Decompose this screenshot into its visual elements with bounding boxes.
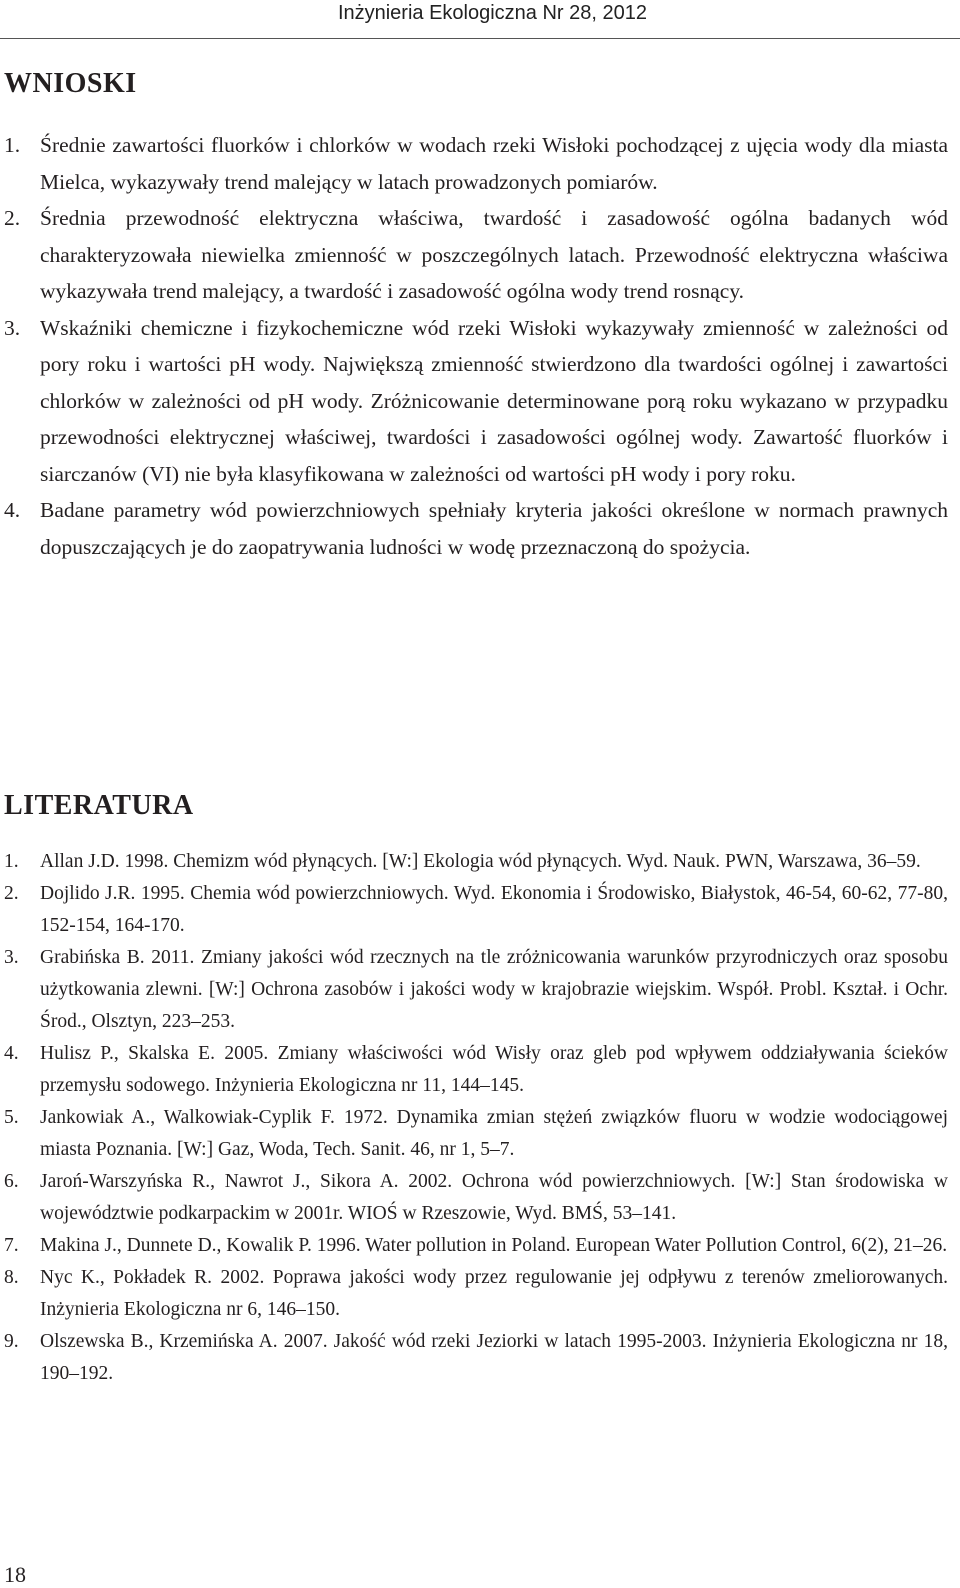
reference-item — [4, 1038, 948, 1102]
item-number: 3. — [4, 947, 19, 968]
item-text: Średnie zawartości fluorków i chlorków w wodach rzeki Wisłoki pochodzącej z ujęcia wody dla miasta Mielca, wykazywały trend malejący w latach prowadzonych pomiarów. — [40, 133, 948, 194]
conclusion-item — [4, 310, 948, 493]
item-number: 4. — [4, 1043, 19, 1064]
journal-title: Inżynieria Ekologiczna Nr 28, 2012 — [337, 2, 647, 24]
item-number: 2. — [4, 206, 21, 230]
reference-item — [4, 846, 948, 878]
item-text: Hulisz P., Skalska E. 2005. Zmiany właściwości wód Wisły oraz gleb pod wpływem oddziaływania ścieków przemysłu sodowego. Inżynieria Ekologiczna nr 11, 144–145. — [40, 1043, 948, 1096]
reference-item — [4, 878, 948, 942]
running-header — [0, 0, 960, 39]
item-text: Jankowiak A., Walkowiak-Cyplik F. 1972. Dynamika zmian stężeń związków fluoru w wodzie wodociągowej miasta Poznania. [W:] Gaz, Woda, Tech. Sanit. 46, nr 1, 5–7. — [40, 1107, 948, 1160]
item-number: 7. — [4, 1235, 19, 1256]
item-text: Olszewska B., Krzemińska A. 2007. Jakość wód rzeki Jeziorki w latach 1995-2003. Inżynieria Ekologiczna nr 18, 190–192. — [40, 1331, 948, 1384]
reference-item — [4, 942, 948, 1038]
item-text: Dojlido J.R. 1995. Chemia wód powierzchniowych. Wyd. Ekonomia i Środowisko, Białystok, 46-54, 60-62, 77-80, 152-154, 164-170. — [40, 883, 948, 936]
conclusion-item — [4, 127, 948, 200]
item-text: Grabińska B. 2011. Zmiany jakości wód rzecznych na tle zróżnicowania warunków przyrodniczych oraz sposobu użytkowania zlewni. [W:] Ochrona zasobów i jakości wody w krajobrazie wiejskim. Współ. Probl. Kształ. i Ochr. Środ., Olsztyn, 223–253. — [40, 947, 948, 1032]
conclusion-item — [4, 492, 948, 565]
references-list — [4, 846, 948, 1390]
item-text: Makina J., Dunnete D., Kowalik P. 1996. Water pollution in Poland. European Water Pollution Control, 6(2), 21–26. — [40, 1235, 948, 1256]
item-text: Wskaźniki chemiczne i fizykochemiczne wód rzeki Wisłoki wykazywały zmienność w zależności od pory roku i wartości pH wody. Największą zmienność stwierdzono dla twardości ogólnej i zawartości chlorków w zależności od pH wody. Zróżnicowanie determinowane porą roku wykazano w przypadku przewodności elektrycznej właściwej, twardości i zasadowości ogólnej wody. Zawartość fluorków i siarczanów (VI) nie była klasyfikowana w zależności od wartości pH wody i pory roku. — [40, 315, 948, 486]
reference-item — [4, 1102, 948, 1166]
conclusion-item — [4, 200, 948, 310]
item-text: Allan J.D. 1998. Chemizm wód płynących. [W:] Ekologia wód płynących. Wyd. Nauk. PWN, Warszawa, 36–59. — [40, 851, 921, 872]
item-text: Średnia przewodność elektryczna właściwa, twardość i zasadowość ogólna badanych wód charakteryzowała niewielka zmienność w poszczególnych latach. Przewodność elektryczna właściwa wykazywała trend malejący, a twardość i zasadowość ogólna wody trend rosnący. — [40, 206, 948, 303]
reference-item — [4, 1262, 948, 1326]
item-number: 8. — [4, 1267, 19, 1288]
item-number: 4. — [4, 498, 21, 522]
item-number: 5. — [4, 1107, 19, 1128]
page-number: 18 — [4, 1562, 26, 1587]
item-number: 1. — [4, 851, 19, 872]
item-text: Badane parametry wód powierzchniowych spełniały kryteria jakości określone w normach prawnych dopuszczających je do zaopatrywania ludności w wodę przeznaczoną do spożycia. — [40, 498, 948, 559]
reference-item — [4, 1230, 948, 1262]
item-number: 3. — [4, 315, 21, 340]
item-text: Jaroń-Warszyńska R., Nawrot J., Sikora A. 2002. Ochrona wód powierzchniowych. [W:] Stan środowiska w województwie podkarpackim w 2001r. WIOŚ w Rzeszowie, Wyd. BMŚ, 53–141. — [40, 1171, 948, 1224]
item-number: 6. — [4, 1171, 19, 1192]
item-text: Nyc K., Pokładek R. 2002. Poprawa jakości wody przez regulowanie jej odpływu z terenów zmeliorowanych. Inżynieria Ekologiczna nr 6, 146–150. — [40, 1267, 948, 1320]
item-number: 2. — [4, 883, 19, 904]
reference-item — [4, 1166, 948, 1230]
conclusions-list — [4, 127, 948, 565]
item-number: 1. — [4, 133, 21, 157]
reference-item — [4, 1326, 948, 1390]
conclusions-heading: WNIOSKI — [4, 68, 137, 99]
references-heading: LITERATURA — [4, 790, 194, 821]
item-number: 9. — [4, 1331, 19, 1352]
